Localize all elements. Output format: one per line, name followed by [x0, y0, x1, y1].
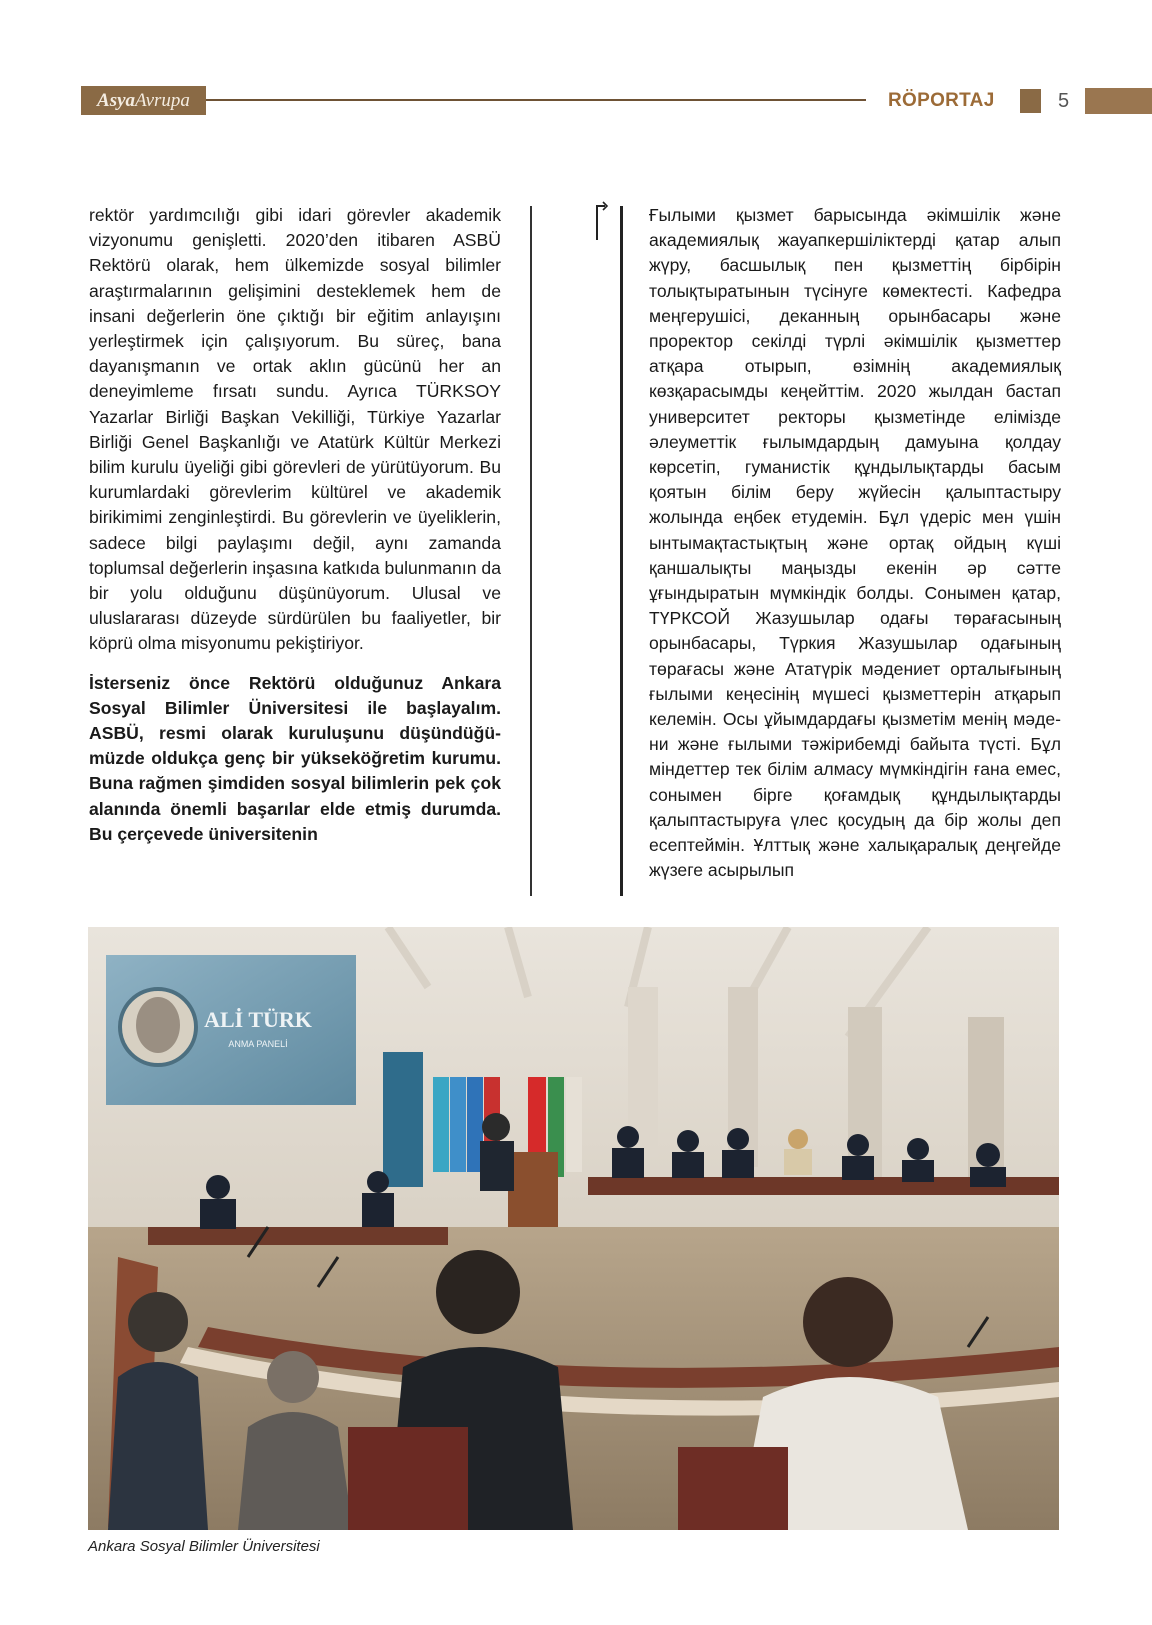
- projection-screen: [106, 955, 356, 1105]
- right-column-divider: [620, 206, 623, 896]
- conference-photo-illustration: [88, 927, 1059, 1530]
- left-text-column: [89, 203, 501, 847]
- screen-title: ALİ TÜRK: [204, 1007, 312, 1032]
- logo-bold-text: Asya: [97, 90, 136, 111]
- page-number: 5: [1058, 90, 1070, 112]
- left-body-paragraph: rektör yardımcılığı gibi idari görevler akademik vizyonumu genişletti. 2020’den itibaren ASBÜ Rektörü olarak, hem ülkemizde sosyal bilimler araştırmalarının gelişimini desteklemek hem de insani değerlerin öne çıktığı bir eğitim anlayışını yerleştirmek için çalışıyorum. Bu süreç, bana dayanışmanın ve ortak aklın gücünü her an deneyimleme fırsatı sundu. Ayrıca TÜRKSOY Yazarlar Birliği Başkan Vekilliği, Türkiye Yazarlar Birliği Genel Başkanlığı ve Atatürk Kültür Merkezi bilim kurulu üyeliği gibi görevleri de yürütüyorum. Bu kurumlardaki görevlerim kültürel ve akademik birikimimi zenginleştirdi. Bu görevlerin ve üyeliklerin, sadece bilgi paylaşımı değil, aynı zamanda toplumsal değerlerin inşasına katkıda bulunmanın da bir yolu olduğunu düşünüyorum. Ulusal ve uluslararası düzeyde sürdürülen bu faaliyetler, bir köprü olma misyonumu pekiştiriyor.: [89, 205, 501, 654]
- screen-subtitle: ANMA PANELİ: [228, 1039, 288, 1049]
- conference-photo: [88, 927, 1059, 1530]
- section-label: RÖPORTAJ: [888, 90, 995, 111]
- left-column-divider: [530, 206, 532, 896]
- right-text-column: [649, 203, 1061, 883]
- photo-caption: Ankara Sosyal Bilimler Üniversitesi: [88, 1538, 320, 1555]
- left-question-paragraph: İsterseniz önce Rektörü olduğunuz Ankara Sosyal Bilimler Üniversitesi ile başlayalım. ASBÜ, resmi olarak kuruluşunu düşündüğümüzde oldukça genç bir yükseköğretim kurumu. Buna rağmen şimdiden sosyal bilimlerin pek çok alanında önemli başarılar elde etmiş durumda. Bu çerçevede üniversitenin: [89, 672, 501, 844]
- continuation-arrow-icon: [595, 200, 609, 240]
- right-body-paragraph: Ғылыми қызмет барысында әкімшілік және академиялық жауапкершіліктерді қатар алып жүру, басшылық пен қызметтің бірбірін толықтыратынын түсінуге көмектесті. Кафедра меңгерушісі, деканның орынбасары және проректор секілді түрлі әкімшілік қызметтер атқара отырып, өзімнің академиялық көзқарасымды кеңейттім. 2020 жылдан бастап университет ректоры қызметінде елімізде әлеуметтік ғылымдардың дамуына қолдау көрсетіп, гуманистік құндылықтарды басым қоятын білім беру жүйесін қалыптастыру жолында еңбек етудемін. Бұл үдеріс мен үшін ынтымақтастықтың және ортақ ойдың күші қаншалықты маңызды екенін әр сәтте ұғындыратын мүмкіндік болды. Сонымен қатар, ТҮРКСОЙ Жазушылар одағы төрағасының орынбасары, Түркия Жазушылар одағының төрағасы және Ататүрік мәдениет орталығының ғылыми кеңесінің мүшесі қызметтерін атқарып келемін. Осы ұйымдардағы қызметім менің мәдени және ғылыми тәжірибемді байыта түсті. Бұл міндеттер тек білім алмасу мүмкіндігін ғана емес, сонымен бірге қоғамдық құндылықтарды қалыптастыруға үлес қосудың да бір жолы деп есептеймін. Ұлттық және халықаралық деңгейде жүзеге асырылып: [649, 205, 1061, 881]
- header-right-bar: [1085, 88, 1152, 114]
- logo-light-text: Avrupa: [135, 90, 190, 111]
- magazine-logo: [81, 86, 206, 115]
- header-rule: [206, 99, 866, 101]
- header-square-marker: [1020, 89, 1041, 113]
